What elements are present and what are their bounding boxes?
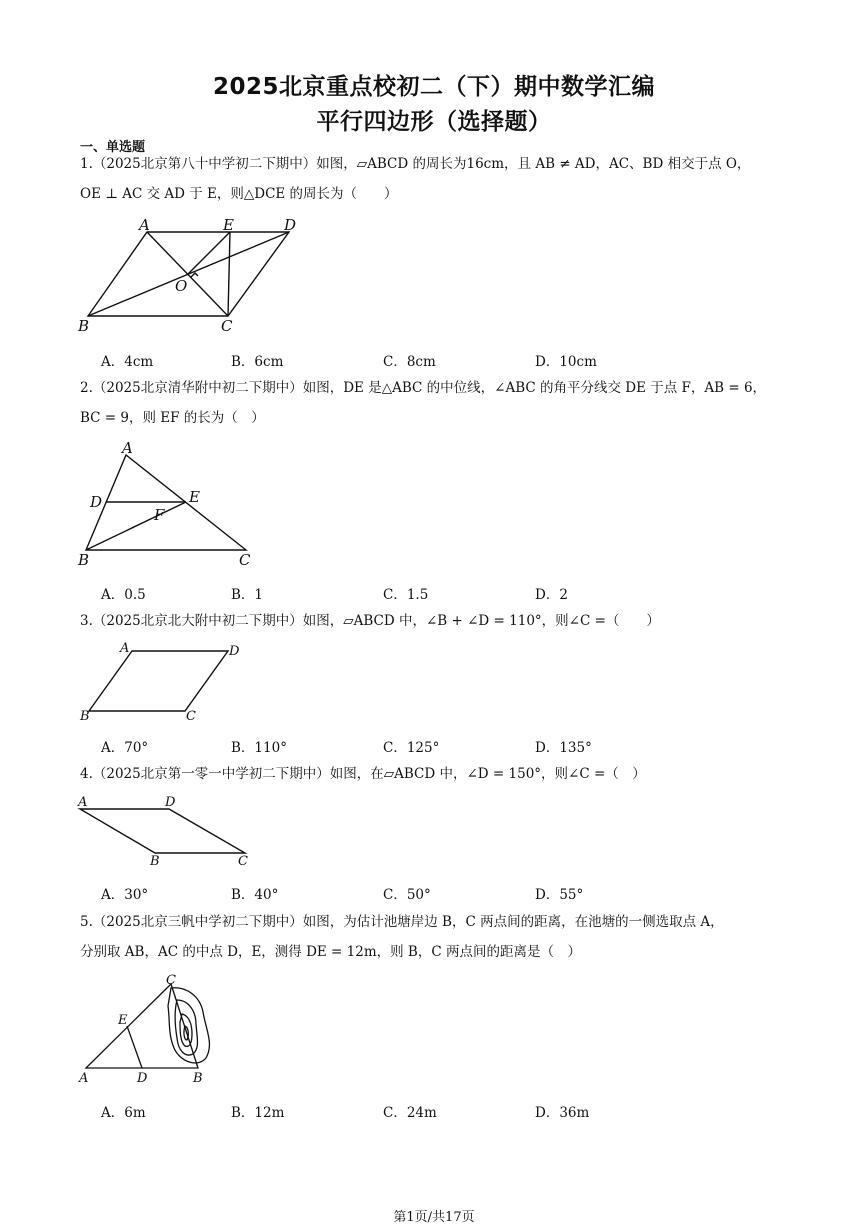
label-d: D xyxy=(90,493,103,511)
label-a: A xyxy=(122,439,133,457)
label-e: E xyxy=(189,488,200,506)
label-e: E xyxy=(118,1013,128,1028)
question-text-line: BC = 9，则 EF 的长为（ ） xyxy=(80,410,265,426)
question-text-line: 1.（2025北京第八十中学初二下期中）如图，▱ABCD 的周长为16cm，且 AB ≠ AD，AC、BD 相交于点 O， xyxy=(80,156,751,172)
label-d: D xyxy=(165,795,176,810)
section-heading: 一、单选题 xyxy=(80,140,146,155)
label-o: O xyxy=(175,277,188,295)
option-b: B．12m xyxy=(231,1105,285,1121)
option-a: A．30° xyxy=(101,887,149,903)
option-a: A．70° xyxy=(101,740,149,756)
question-text-line: 3.（2025北京北大附中初二下期中）如图，▱ABCD 中，∠B + ∠D = 110°，则∠C =（ ） xyxy=(80,613,660,629)
option-c: C．8cm xyxy=(383,354,436,370)
option-c: C．24m xyxy=(383,1105,437,1121)
label-f: F xyxy=(154,506,165,524)
option-c: C．125° xyxy=(383,740,440,756)
option-c: C．1.5 xyxy=(383,587,429,603)
label-c: C xyxy=(186,709,196,724)
label-b: B xyxy=(80,709,90,724)
option-a: A．4cm xyxy=(101,354,154,370)
option-a: A．0.5 xyxy=(101,587,146,603)
option-d: D．2 xyxy=(535,587,568,603)
option-d: D．55° xyxy=(535,887,584,903)
label-d: D xyxy=(137,1071,148,1086)
label-c: C xyxy=(239,551,251,569)
question-text-line: 4.（2025北京第一零一中学初二下期中）如图，在▱ABCD 中，∠D = 150°，则∠C =（ ） xyxy=(80,766,646,782)
label-a: A xyxy=(120,641,130,656)
label-e: E xyxy=(223,216,234,234)
option-b: B．40° xyxy=(231,887,279,903)
label-b: B xyxy=(150,854,160,869)
page-title: 2025北京重点校初二（下）期中数学汇编 xyxy=(212,74,655,100)
label-b: B xyxy=(78,551,90,569)
option-a: A．6m xyxy=(101,1105,146,1121)
label-c: C xyxy=(238,854,248,869)
page-subtitle: 平行四边形（选择题） xyxy=(316,109,552,135)
label-d: D xyxy=(229,644,240,659)
option-d: D．36m xyxy=(535,1105,590,1121)
page-footer: 第1页/共17页 xyxy=(393,1210,475,1225)
option-b: B．1 xyxy=(231,587,264,603)
label-c: C xyxy=(221,317,233,335)
label-a: A xyxy=(139,216,150,234)
label-a: A xyxy=(78,795,88,810)
option-c: C．50° xyxy=(383,887,431,903)
option-b: B．110° xyxy=(231,740,287,756)
label-d: D xyxy=(284,216,297,234)
label-c: C xyxy=(166,973,176,988)
label-b: B xyxy=(193,1071,203,1086)
option-d: D．135° xyxy=(535,740,592,756)
option-d: D．10cm xyxy=(535,354,597,370)
label-b: B xyxy=(78,317,90,335)
option-b: B．6cm xyxy=(231,354,284,370)
question-text-line: 分别取 AB，AC 的中点 D，E，测得 DE = 12m，则 B，C 两点间的距离是（ ） xyxy=(80,944,581,960)
question-text-line: 2.（2025北京清华附中初二下期中）如图，DE 是△ABC 的中位线，∠ABC 的角平分线交 DE 于点 F，AB = 6， xyxy=(80,380,767,396)
question-text-line: OE ⊥ AC 交 AD 于 E，则△DCE 的周长为（ ） xyxy=(80,186,398,202)
label-a: A xyxy=(79,1071,89,1086)
question-text-line: 5.（2025北京三帆中学初二下期中）如图，为估计池塘岸边 B，C 两点间的距离，在池塘的一侧选取点 A， xyxy=(80,914,724,930)
